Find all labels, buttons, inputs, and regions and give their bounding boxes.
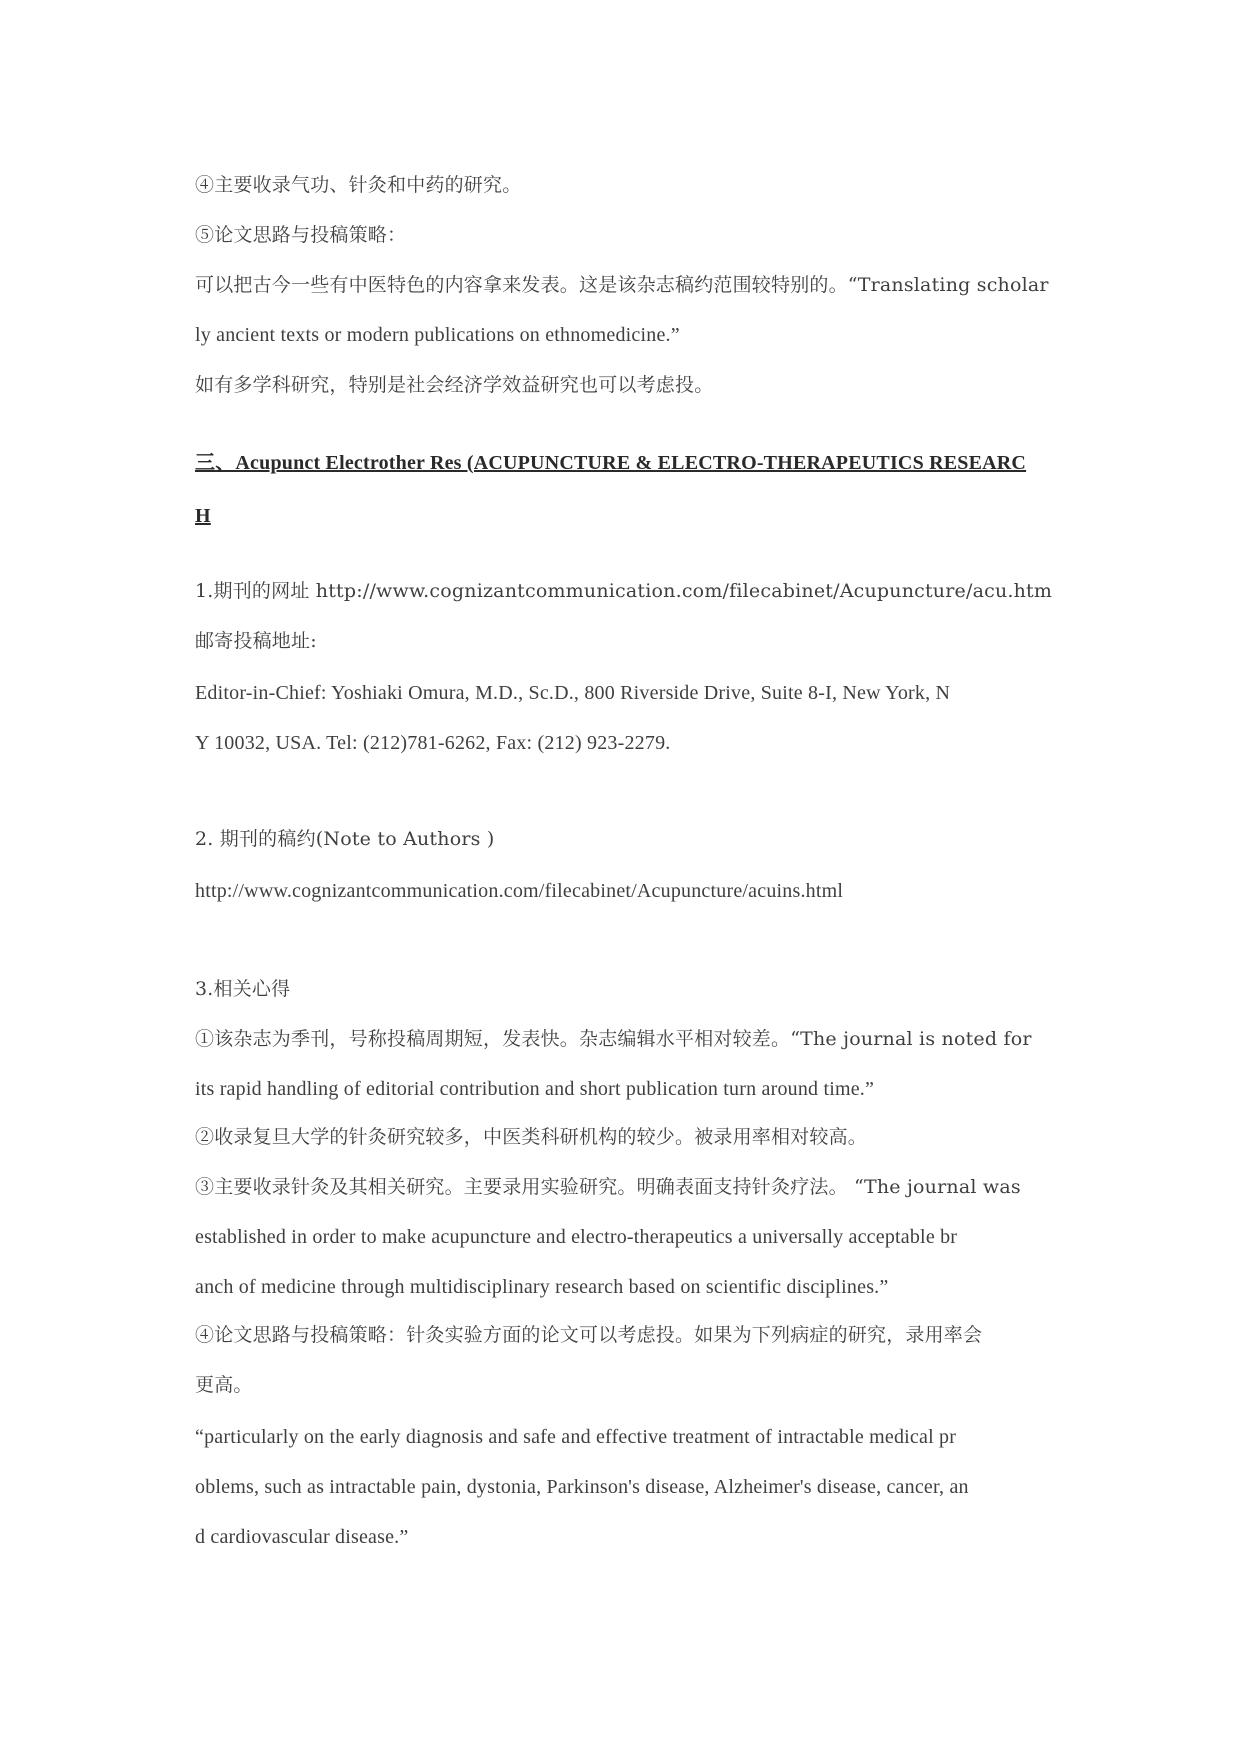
text-line-strategy-2: ly ancient texts or modern publications on ethnomedicine.”	[195, 324, 680, 346]
experience-3c: anch of medicine through multidisciplinary research based on scientific disciplines.”	[195, 1276, 889, 1298]
editor-address-1: Editor-in-Chief: Yoshiaki Omura, M.D., Sc.D., 800 Riverside Drive, Suite 8-I, New York, N	[195, 682, 951, 704]
text-line-strategy-1: 可以把古今一些有中医特色的内容拿来发表。这是该杂志稿约范围较特别的。“Translating scholar	[195, 274, 1049, 296]
text-line-multidisciplinary: 如有多学科研究，特别是社会经济学效益研究也可以考虑投。	[195, 374, 714, 396]
section-heading-cont: H	[195, 505, 211, 527]
quote-line-1: “particularly on the early diagnosis and safe and effective treatment of intractable medical pr	[195, 1426, 957, 1448]
quote-line-3: d cardiovascular disease.”	[195, 1526, 409, 1548]
text-line-qigong: ④主要收录气功、针灸和中药的研究。	[195, 174, 522, 196]
experience-4a: ④论文思路与投稿策略：针灸实验方面的论文可以考虑投。如果为下列病症的研究，录用率会	[195, 1324, 983, 1346]
experience-1a: ①该杂志为季刊，号称投稿周期短，发表快。杂志编辑水平相对较差。“The journal is noted for	[195, 1028, 1032, 1050]
editor-address-2: Y 10032, USA. Tel: (212)781-6262, Fax: (212) 923-2279.	[195, 732, 671, 754]
experience-2: ②收录复旦大学的针灸研究较多，中医类科研机构的较少。被录用率相对较高。	[195, 1126, 868, 1148]
experience-heading: 3.相关心得	[195, 978, 291, 1000]
quote-line-2: oblems, such as intractable pain, dystonia, Parkinson's disease, Alzheimer's disease, cancer, an	[195, 1476, 969, 1498]
journal-url-line: 1.期刊的网址 http://www.cognizantcommunication.com/filecabinet/Acupuncture/acu.htm	[195, 580, 1053, 602]
mailing-address-label: 邮寄投稿地址:	[195, 630, 317, 652]
text-line-strategy-heading: ⑤论文思路与投稿策略：	[195, 224, 407, 246]
experience-3b: established in order to make acupuncture and electro-therapeutics a universally acceptable br	[195, 1226, 958, 1248]
author-notes-heading: 2. 期刊的稿约(Note to Authors )	[195, 828, 495, 850]
experience-4b: 更高。	[195, 1374, 253, 1396]
author-notes-url: http://www.cognizantcommunication.com/filecabinet/Acupuncture/acuins.html	[195, 880, 844, 902]
experience-1b: its rapid handling of editorial contribution and short publication turn around time.”	[195, 1078, 875, 1100]
experience-3a: ③主要收录针灸及其相关研究。主要录用实验研究。明确表面支持针灸疗法。 “The journal was	[195, 1176, 1021, 1198]
section-heading: 三、Acupunct Electrother Res (ACUPUNCTURE & ELECTRO-THERAPEUTICS RESEARC	[195, 452, 1027, 474]
